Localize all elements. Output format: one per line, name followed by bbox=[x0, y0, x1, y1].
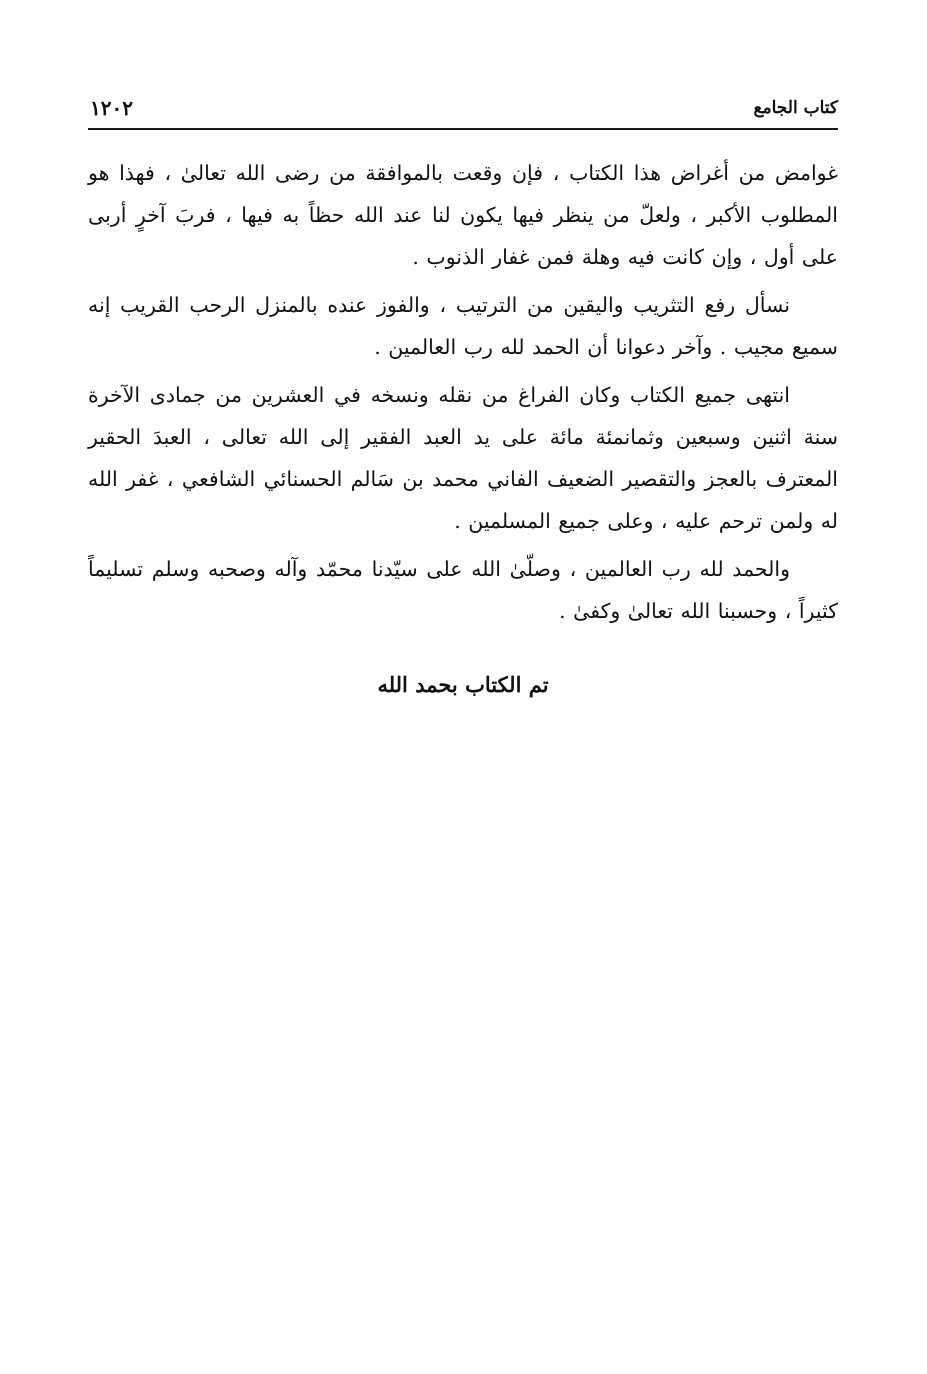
paragraph: نسأل رفع التثريب واليقين من الترتيب ، والفوز عنده بالمنزل الرحب القريب إنه سميع مجيب . وآخر دعوانا أن الحمد لله رب العالمين . bbox=[88, 293, 838, 359]
colophon: تم الكتاب بحمد الله bbox=[377, 672, 549, 697]
paragraph: غوامض من أغراض هذا الكتاب ، فإن وقعت بالموافقة من رضى الله تعالىٰ ، فهذا هو المطلوب الأكبر ، ولعلّ من ينظر فيها يكون لنا عند الله حظاً به فيها ، فربَ آخرٍ أربى على أول ، وإن كانت فيه وهلة فمن غفار الذنوب . bbox=[88, 161, 838, 269]
paragraph: انتهى جميع الكتاب وكان الفراغ من نقله ونسخه في العشرين من جمادى الآخرة سنة اثنين وسبعين وثمانمئة مائة على يد العبد الفقير إلى الله تعالى ، العبدَ الحقير المعترف بالعجز والتقصير الضعيف الفاني محمد بن سَالم الحسنائي الشافعي ، غفر الله له ولمن ترحم عليه ، وعلى جميع المسلمين . bbox=[88, 383, 838, 533]
running-title: كتاب الجامع bbox=[753, 98, 838, 118]
body-text bbox=[88, 152, 838, 638]
page-header bbox=[88, 96, 838, 130]
paragraph: والحمد لله رب العالمين ، وصلّىٰ الله على سيّدنا محمّد وآله وصحبه وسلم تسليماً كثيراً ، وحسبنا الله تعالىٰ وكفىٰ . bbox=[88, 557, 838, 623]
page-number: ١٢٠٢ bbox=[90, 96, 133, 120]
